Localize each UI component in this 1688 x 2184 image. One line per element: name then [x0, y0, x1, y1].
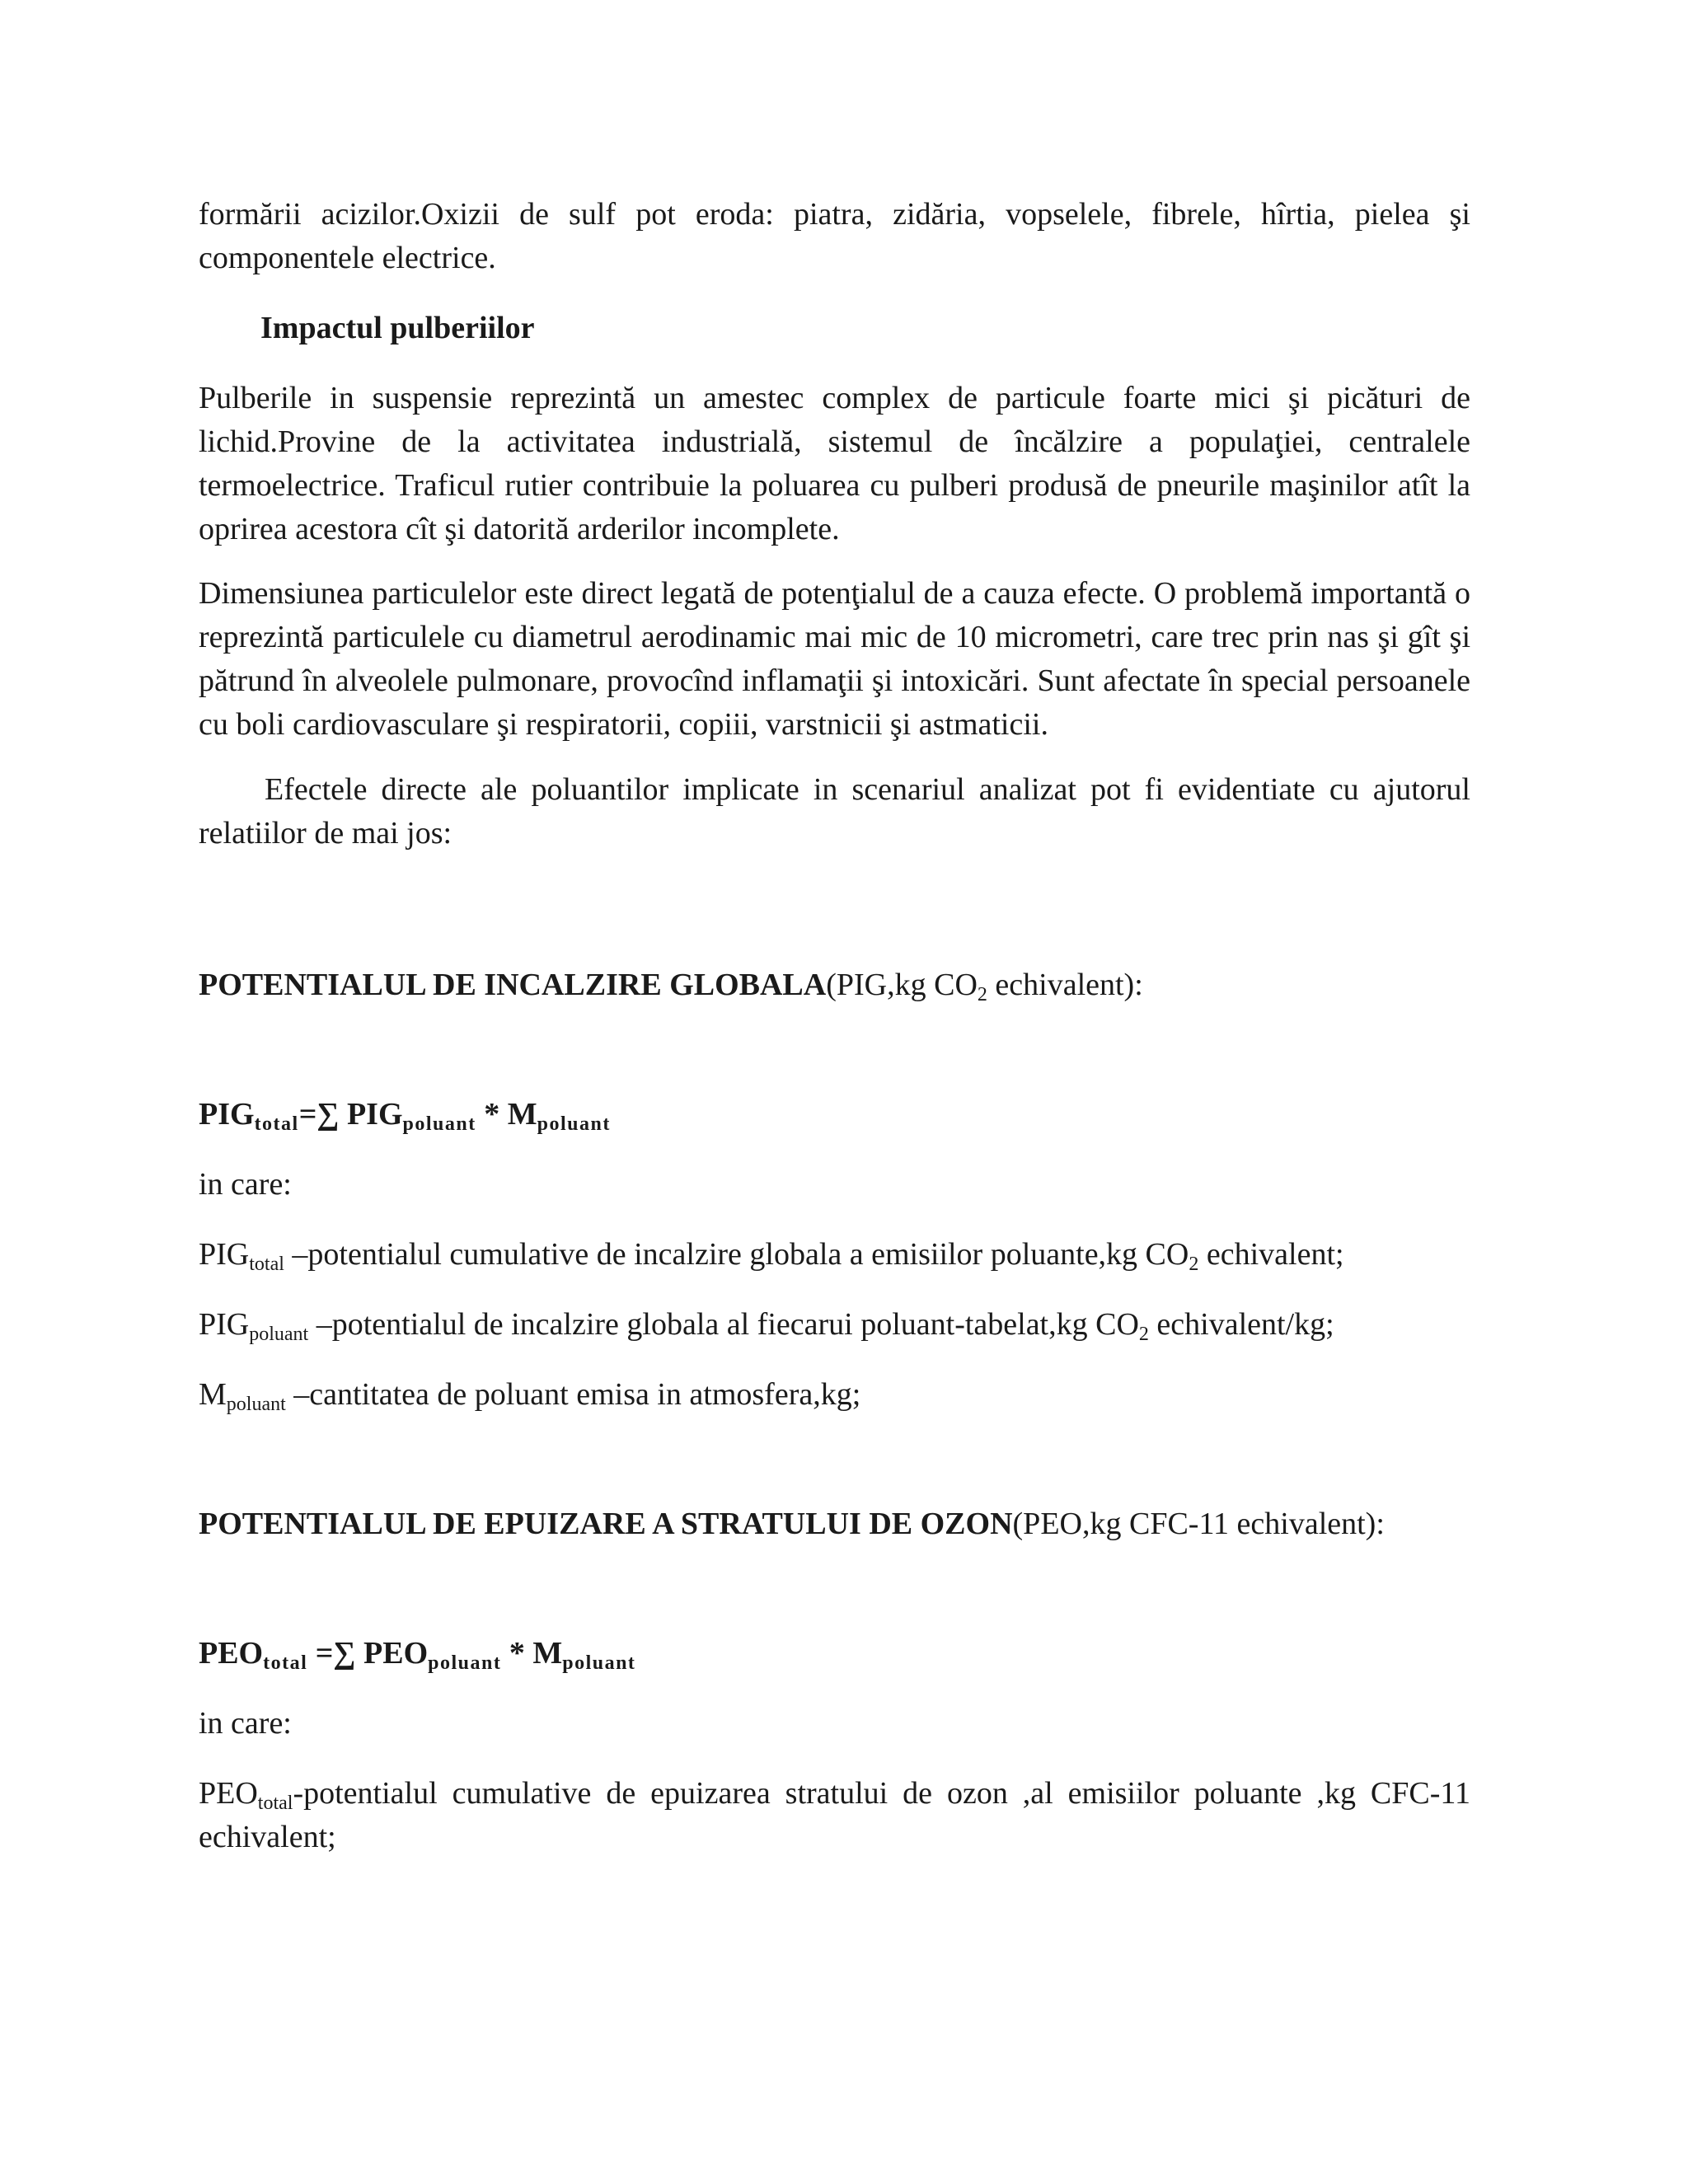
section-heading-impactul-pulberiilor: Impactul pulberiilor — [260, 311, 535, 345]
heading-potentialul-epuizare-ozon — [199, 1502, 1470, 1546]
paragraph-efectele-directe: Efectele directe ale poluantilor implicate in scenariul analizat pot fi evidentiate cu ajutorul relatiilor de mai jos: — [199, 772, 1470, 851]
definition-m-poluant: $M_{poluant}$ –cantitatea de poluant emisa in atmosfera,kg; — [199, 1377, 861, 1416]
label-in-care-peo: in care: — [199, 1706, 292, 1741]
heading-peo-bold: POTENTIALUL DE EPUIZARE A STRATULUI DE OZON — [199, 1507, 1013, 1541]
heading-peo-unit: (PEO,kg CFC-11 echivalent): — [1012, 1507, 1385, 1541]
heading-pig-unit: (PIG,kg $CO_2$ echivalent): — [826, 968, 1143, 1006]
page-content — [199, 193, 1470, 1859]
formula-peo-total: $PEO_{total}$ =∑ $PEO_{poluant} * M_{poluant}$ — [199, 1636, 636, 1675]
definition-peo-total: $PEO_{total}$-potentialul cumulative de epuizarea stratului de ozon ,al emisiilor poluante ,kg CFC-11 echivalent; — [199, 1776, 1470, 1854]
definition-pig-total: $PIG_{total}$ –potentialul cumulative de incalzire globala a emisiilor poluante,kg $CO_2$ echivalent; — [199, 1237, 1344, 1276]
definition-pig-poluant: $PIG_{poluant}$ –potentialul de incalzire globala al fiecarui poluant-tabelat,kg $CO_2$ echivalent/kg; — [199, 1307, 1334, 1346]
paragraph-sulf-oxides: formării acizilor.Oxizii de sulf pot eroda: piatra, zidăria, vopselele, fibrele, hîrtia, pielea şi componentele electrice. — [199, 197, 1470, 275]
label-in-care-pig: in care: — [199, 1167, 292, 1202]
paragraph-dimensiunea-particulelor: Dimensiunea particulelor este direct legată de potenţialul de a cauza efecte. O problemă importantă o reprezintă particulele cu diametrul aerodinamic mai mic de 10 micrometri, care trec prin nas şi gît şi pătrund în alveolele pulmonare, provocînd inflamaţii şi intoxicări. Sunt afectate în special persoanele cu boli cardiovasculare şi respiratorii, copiii, varstnicii şi astmaticii. — [199, 576, 1470, 742]
heading-pig-bold: POTENTIALUL DE INCALZIRE GLOBALA — [199, 968, 827, 1002]
paragraph-pulberi-suspensie: Pulberile in suspensie reprezintă un amestec complex de particule foarte mici şi picături de lichid.Provine de la activitatea industrială, sistemul de încălzire a populaţiei, centralele termoelectrice. Traficul rutier contribuie la poluarea cu pulberi produsă de pneurile maşinilor atît la oprirea acestora cît şi datorită arderilor incomplete. — [199, 381, 1470, 546]
heading-potentialul-incalzire-globala — [199, 963, 1470, 1007]
formula-pig-total: $PIG_{total}=\sum$ $PIG_{poluant} * M_{poluant}$ — [199, 1097, 611, 1136]
